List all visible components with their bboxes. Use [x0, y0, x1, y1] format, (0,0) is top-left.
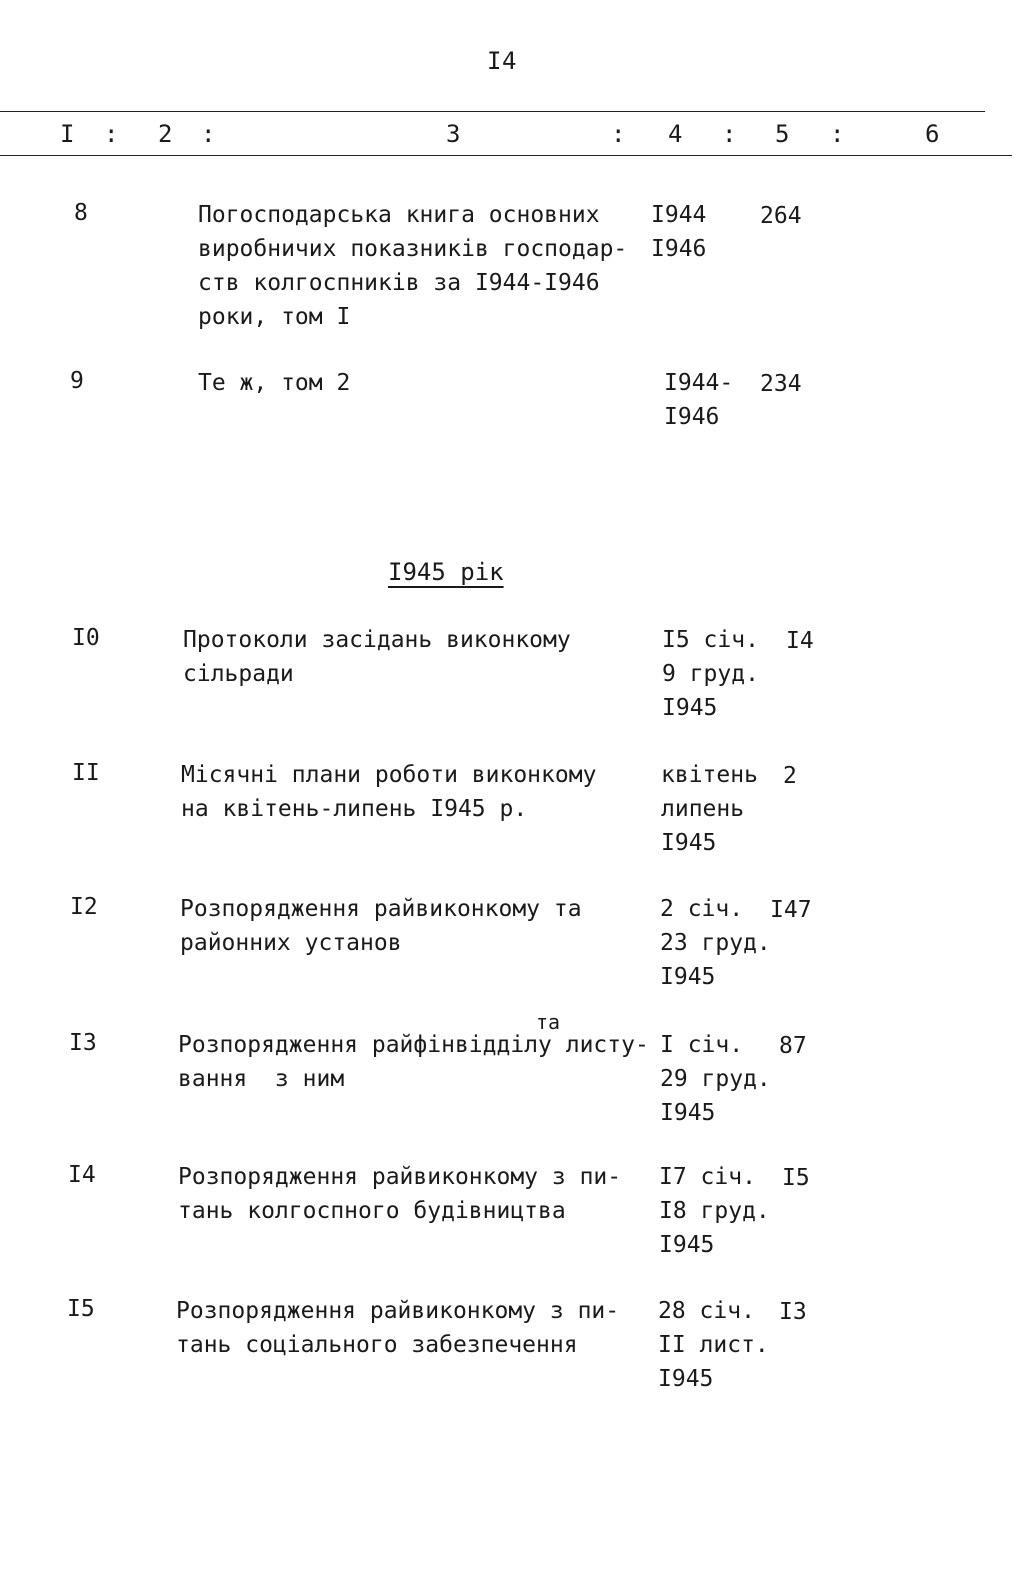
row-title	[183, 623, 571, 691]
header-sep-1: :	[104, 120, 119, 148]
row-sheets: 87	[779, 1033, 807, 1059]
date-line: I січ.	[660, 1032, 744, 1058]
row-number: 8	[74, 200, 88, 226]
title-line: Те ж, том 2	[198, 370, 351, 396]
row-sheets: 234	[760, 371, 802, 397]
date-line: I944	[651, 202, 707, 228]
header-col-6: 6	[925, 120, 940, 148]
header-col-2: 2	[158, 120, 173, 148]
date-line: I5 січ.	[662, 627, 759, 653]
title-line: тань соціального забезпечення	[176, 1332, 578, 1358]
row-sheets: I5	[782, 1165, 810, 1191]
title-line: Розпорядження райвиконкому та	[180, 896, 582, 922]
header-sep-4: :	[722, 120, 737, 148]
header-col-5: 5	[775, 120, 790, 148]
title-line: Місячні плани роботи виконкому	[181, 762, 597, 788]
row-dates	[664, 366, 733, 434]
title-line: Погосподарська книга основних	[198, 202, 600, 228]
row-dates	[651, 198, 706, 266]
row-title	[178, 1028, 649, 1096]
row-dates	[660, 892, 771, 994]
row-number: I4	[68, 1162, 96, 1188]
date-line: I945	[660, 1100, 716, 1126]
date-line: 2 січ.	[660, 896, 744, 922]
title-line: виробничих показників господар-	[198, 236, 628, 262]
date-line: 28 січ.	[658, 1298, 755, 1324]
title-line: на квітень-липень I945 р.	[181, 796, 528, 822]
title-line: тань колгоспного будівництва	[178, 1198, 566, 1224]
row-sheets: 2	[783, 763, 797, 789]
date-line: 23 груд.	[660, 930, 771, 956]
row-title	[178, 1160, 621, 1228]
title-line: Розпорядження райвиконкому з пи-	[178, 1164, 622, 1190]
date-line: I8 груд.	[659, 1198, 770, 1224]
date-line: I945	[662, 695, 718, 721]
header-col-4: 4	[668, 120, 683, 148]
row-number: 9	[70, 368, 84, 394]
header-top-rule	[0, 111, 985, 112]
header-sep-5: :	[830, 120, 845, 148]
row-number: I2	[70, 894, 98, 920]
row-dates	[662, 623, 759, 725]
date-line: I946	[664, 404, 720, 430]
row-sheets: I4	[786, 628, 814, 654]
date-line: I944-	[664, 370, 734, 396]
header-sep-3: :	[611, 120, 626, 148]
row-title	[198, 198, 627, 334]
title-line: Розпорядження райвиконкому з пи-	[176, 1298, 620, 1324]
row-dates	[658, 1294, 769, 1396]
row-title	[198, 366, 350, 400]
row-number: I0	[72, 625, 100, 651]
date-line: 9 груд.	[662, 661, 759, 687]
title-line: роки, том I	[198, 304, 351, 330]
row-sheets: I47	[770, 897, 812, 923]
date-line: I946	[651, 236, 707, 262]
page-number: I4	[487, 47, 517, 75]
header-col-1: I	[60, 120, 75, 148]
row-sheets: I3	[779, 1299, 807, 1325]
date-line: квітень	[661, 762, 758, 788]
header-col-3: 3	[446, 120, 461, 148]
row-dates	[659, 1160, 770, 1262]
title-line: ств колгоспників за I944-I946	[198, 270, 600, 296]
row-number: II	[72, 760, 100, 786]
title-line: вання з ним	[178, 1066, 345, 1092]
date-line: II лист.	[658, 1332, 769, 1358]
row-dates	[661, 758, 758, 860]
row-number: I3	[69, 1030, 97, 1056]
row-number: I5	[67, 1296, 95, 1322]
date-line: I7 січ.	[659, 1164, 756, 1190]
row-title	[176, 1294, 619, 1362]
title-line: сільради	[183, 661, 294, 687]
title-line: Розпорядження райфінвідділу листу-	[178, 1032, 649, 1058]
section-title: I945 рік	[388, 558, 504, 586]
title-line: районних установ	[180, 930, 402, 956]
header-sep-2: :	[201, 120, 216, 148]
date-line: липень	[661, 796, 745, 822]
row-title	[180, 892, 582, 960]
row-sheets: 264	[760, 203, 802, 229]
date-line: I945	[661, 830, 717, 856]
date-line: 29 груд.	[660, 1066, 771, 1092]
date-line: I945	[658, 1366, 714, 1392]
header-bottom-rule	[0, 155, 1012, 156]
row-dates	[660, 1028, 771, 1130]
date-line: I945	[660, 964, 716, 990]
row-title	[181, 758, 596, 826]
insert-mark: та	[536, 1010, 561, 1034]
date-line: I945	[659, 1232, 715, 1258]
title-line: Протоколи засідань виконкому	[183, 627, 571, 653]
